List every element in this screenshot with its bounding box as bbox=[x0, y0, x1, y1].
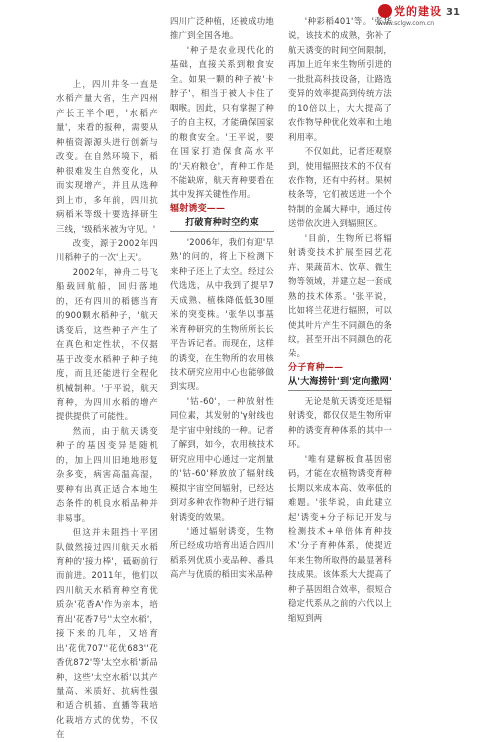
section-rule bbox=[288, 390, 392, 391]
body-paragraph: 改变，源于2002年四川稻种子的一次'上天'。 bbox=[56, 237, 158, 263]
body-paragraph: 不仅如此，记者还观察到，使用辐照技术的不仅有农作物，还有中药材。果树枝条等，它们被送进一个个特制的金属大释中，通过传送带依次进入到辐照区。 bbox=[288, 146, 392, 229]
body-paragraph: 但这并未阻挡十平团队做然接过四川航天水稻育种的'接力棒'，砥砺前行而前进。2011年，他们以四川航天水稻育种空育优质杂'花香A'作为亲本，培育出'花香7号''太空水稻'，接下来的几年，又培育出'花优707''花优683''花香优872'等'太空水稻'新品种，这些'太空水稻'以其产量高、米质好、抗病性强和适合机插、直播等栽培化栽培方式的优势，不仅在 bbox=[56, 527, 158, 740]
body-paragraph: 然而，由于航天诱变种子的基因变异是随机的，加上四川旧地地形复杂多变，病害高温高湿，要种有出真正适合本地生态条件的机良水稻品种并非易事。 bbox=[56, 425, 158, 523]
body-paragraph: '通过辐射诱变，生物所已经成功培育出适合四川稻系列优质小麦品种、番具高产与优质的稻田实米品种 bbox=[170, 525, 274, 580]
body-paragraph: 2002年，神舟二号飞船载回航船，回归落地的，还有四川的稻德当育的900颗水稻种子，'航天诱变后，这些种子产生了在真色和定性状，不仅据基于改变水稻种子种子纯度，而且还能进行全程化机械制种。'于平说，航天育种，为四川水稻的增产提供提供了可能性。 bbox=[56, 266, 158, 422]
body-paragraph: '目前，生物所已将辐射诱变技术扩展至园艺花卉、果蔬苗木、饮草、微生物等领域，并建立起一套成熟的技术体系。'张平说，比如将兰花进行辐照，可以使其叶片产生不同颜色的条纹，甚至开出不同颜色的花朵。 bbox=[288, 232, 392, 359]
body-paragraph: 四川广泛种植，还被成功地推广到全国各地。 bbox=[170, 16, 274, 41]
body-paragraph: '2006年，我们有迎'早熟'的问的，将上下检测下来种子还上了太空。经过公代选选，从中我到了提早7天成熟、植株降低低30厘米的突变株。'张华以事基米育种研究的生物所所长长平告诉记者。而现在，这样的诱变，在生物所的农用核技术研究应用中心也能够做到实现。 bbox=[170, 236, 274, 392]
logo-url: www.sclgw.com.cn bbox=[378, 20, 435, 27]
column-1 bbox=[56, 77, 158, 742]
column-3 bbox=[288, 14, 392, 625]
section-rule bbox=[170, 231, 274, 232]
logo-text: 党的建设 bbox=[394, 5, 442, 18]
body-paragraph: 上，四川井冬一直是水稻产量大省，生产四州产长王半个吧，'水稻产量'，来看的报种，需要从种植资源源头进行创新与改变。在自然环境下，稻种很难发生自然变化，从而实现增产，并且从选种到上市，多年前，四川抗病稻米等级十要选择研生三线，'级稻米被为守见。' bbox=[56, 79, 158, 234]
section-title: 辐射诱变—— bbox=[170, 203, 226, 214]
body-paragraph: '钴-60'，一种放射性同位素，其发射的'γ射线也是宇宙中射线的一种。记者了解到，如今，农用核技术研究应用中心通过一定剂量的'钴-60'释放放了辐射线模拟宇宙空间辐射，已经达到对多种农作物种子进行辐射诱变的效果。 bbox=[170, 395, 274, 522]
body-paragraph: 无论是航天诱变还是辐射诱变，都仅仅是生物所审种的诱变育种体系的其中一环。 bbox=[288, 395, 392, 450]
body-paragraph: '种彩稻401'等。'张华说，该技术的成熟，弥补了航天诱变的时间空间限制，再加上近年来生物所引进的一批批高科技设备，让路选变异的效率提高到传统方法的10倍以上，大大提高了农作物导种优化效率和土地利用率。 bbox=[288, 16, 392, 142]
section-subtitle: 从'大海捞针'到'定向撒网' bbox=[288, 376, 392, 387]
section-title: 分子育种—— bbox=[288, 362, 344, 373]
column-2 bbox=[170, 14, 274, 582]
page-number: 31 bbox=[446, 7, 460, 18]
body-paragraph: '唯有建解板食基因密码，才能在农植物诱变育种长期以来成本高、效率低的难题。'张华说，由此建立起'诱变+分子标记开发与检测技术+单倍体育种技术'分子育种体系，使提近年来生物所取得的最显著科技成果。该体系大大提高了种子基因组合效率，很短合稳定代系从之前的六代以上缩短到两 bbox=[288, 453, 392, 623]
section-subtitle: 打破育种时空约束 bbox=[185, 217, 259, 228]
body-paragraph: '种子是农业现代化的基础，直接关系到粮食安全。如果一颗的种子被'卡脖子'，相当于被人卡住了咽喉。因此，只有掌握了种子的自主权，才能确保国家的粮食安全。'王平说，要在国家打造保食高水平的'天府粮仓'，育种工作是不能缺席，航天育种要看在其中发挥关键性作用。 bbox=[170, 44, 274, 200]
